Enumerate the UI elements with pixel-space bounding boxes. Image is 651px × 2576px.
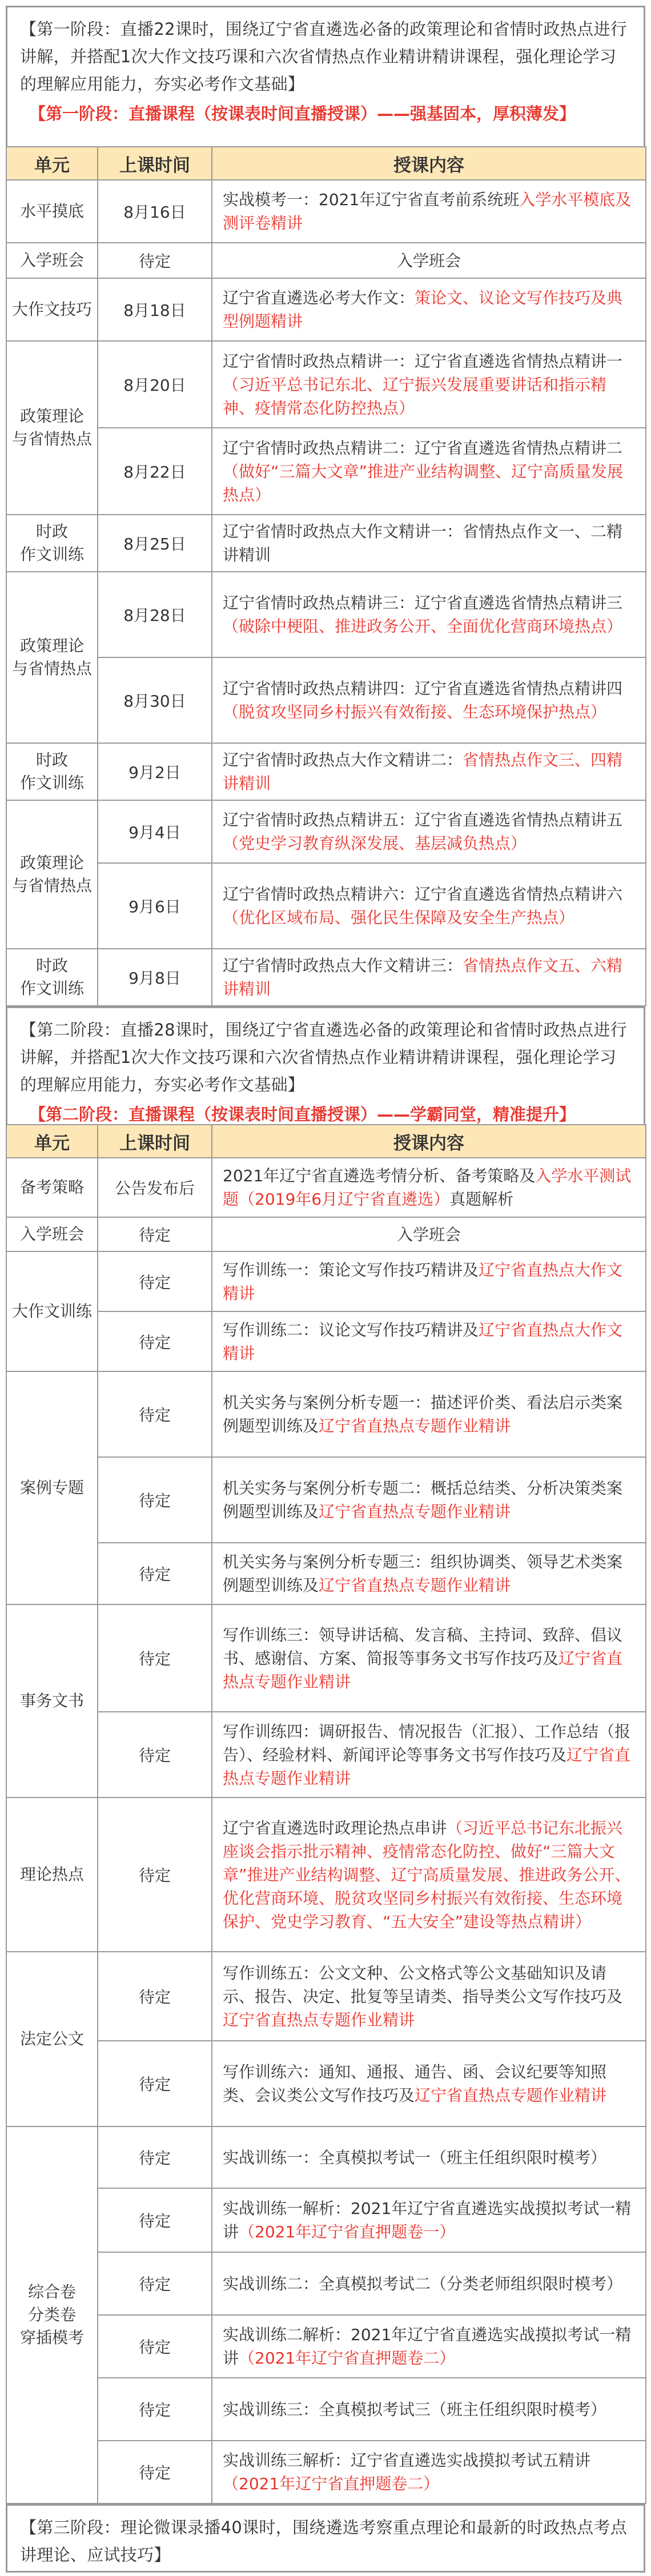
content-cell (212, 180, 646, 243)
unit-cell: 时政 作文训练 (6, 743, 98, 800)
column-header-content: 授课内容 (212, 147, 646, 180)
table-row (6, 743, 646, 800)
time-cell: 8月30日 (98, 657, 212, 743)
column-header-unit: 单元 (6, 147, 98, 180)
table-row (6, 1251, 646, 1311)
content-highlight: 省情热点作文三、四精讲精训 (223, 751, 623, 793)
table-row (6, 2126, 646, 2188)
unit-cell: 政策理论 与省情热点 (6, 572, 98, 743)
table-row (6, 1952, 646, 2041)
time-cell: 待定 (98, 2126, 212, 2188)
time-cell: 9月6日 (98, 863, 212, 949)
table-row (6, 1158, 646, 1217)
content-text: 辽宁省情时政热点精讲四：辽宁省直遴选省情热点精讲四 (223, 679, 623, 698)
content-cell (212, 1952, 646, 2041)
content-cell (212, 2188, 646, 2252)
table-row (6, 243, 646, 278)
table-header-row (6, 147, 646, 180)
content-highlight: 辽宁省直热点专题作业精讲 (319, 1576, 511, 1595)
content-cell (212, 1457, 646, 1543)
content-cell (212, 1251, 646, 1311)
table-row (6, 657, 646, 743)
unit-cell: 时政 作文训练 (6, 949, 98, 1006)
content-text: 机关实务与案例分析专题一：描述评价类、看法启示类案例题型训练及 (223, 1393, 623, 1435)
content-text: 辽宁省情时政热点大作文精讲三： (223, 956, 463, 975)
content-cell (212, 1311, 646, 1371)
unit-cell: 入学班会 (6, 1217, 98, 1251)
stage3-header (6, 2504, 645, 2573)
content-text: 辽宁省直遴选必考大作文： (223, 288, 415, 307)
unit-cell: 备考策略 (6, 1158, 98, 1217)
content-highlight: 辽宁省直热点专题作业精讲 (319, 1502, 511, 1521)
table-row (6, 1712, 646, 1797)
stage1-slogan: 【第一阶段：直播课程（按课表时间直播授课）——强基固本，厚积薄发】 (29, 104, 576, 123)
content-cell (212, 1371, 646, 1457)
table-row (6, 1371, 646, 1457)
content-highlight: （党史学习教育纵深发展、基层减负热点） (223, 834, 527, 853)
content-cell: 实战训练二：全真模拟考试二（分类老师组织限时模考） (212, 2252, 646, 2315)
content-highlight: （2021年辽宁省直押题卷二） (223, 2474, 440, 2493)
content-highlight: 入学水平模底及测评卷精讲 (223, 190, 632, 232)
content-text: 辽宁省情时政热点精讲六：辽宁省直遴选省情热点精讲六 (223, 885, 623, 904)
content-highlight: （做好“三篇大文章”推进产业结构调整、辽宁高质量发展热点） (223, 462, 624, 504)
table-row (6, 2188, 646, 2252)
content-highlight: 辽宁省直热点专题作业精讲 (223, 1745, 631, 1788)
unit-cell: 理论热点 (6, 1797, 98, 1952)
time-cell: 待定 (98, 2441, 212, 2503)
table-row (6, 1217, 646, 1251)
content-cell (212, 278, 646, 341)
content-highlight: 辽宁省直热点专题作业精讲 (415, 2086, 607, 2105)
content-highlight: （脱贫攻坚同乡村振兴有效衔接、生态环境保护热点） (223, 703, 607, 721)
time-cell: 待定 (98, 1457, 212, 1543)
time-cell: 待定 (98, 1311, 212, 1371)
time-cell: 待定 (98, 1371, 212, 1457)
content-cell (212, 341, 646, 428)
table-row (6, 180, 646, 243)
time-cell: 8月20日 (98, 341, 212, 428)
content-cell (212, 428, 646, 515)
content-cell (212, 1158, 646, 1217)
unit-cell: 案例专题 (6, 1371, 98, 1604)
unit-cell: 政策理论 与省情热点 (6, 341, 98, 515)
unit-cell: 综合卷 分类卷 穿插模考 (6, 2126, 98, 2503)
time-cell: 待定 (98, 1952, 212, 2041)
unit-cell: 法定公文 (6, 1952, 98, 2126)
time-cell: 待定 (98, 2315, 212, 2378)
time-cell: 8月22日 (98, 428, 212, 515)
content-highlight: 策论文、议论文写作技巧及典型例题精讲 (223, 288, 623, 331)
time-cell: 待定 (98, 243, 212, 278)
column-header-content: 授课内容 (212, 1125, 646, 1158)
time-cell: 9月4日 (98, 800, 212, 863)
content-text: 机关实务与案例分析专题二：概括总结类、分析决策类案例题型训练及 (223, 1479, 623, 1521)
content-highlight: （习近平总书记东北振兴座谈会指示批示精神、疫情常态化防控、做好“三篇大文章”推进产业结构调整、辽宁高质量发展、推进政务公开、优化营商环境、脱贫攻坚同乡村振兴有效衔接、生态环境保护、党史学习教育、“五大安全”建设等热点精讲） (223, 1818, 631, 1931)
table-header-row (6, 1125, 646, 1158)
stage1-table (6, 146, 646, 1006)
column-header-time: 上课时间 (98, 1125, 212, 1158)
table-row (6, 1797, 646, 1952)
content-text-after: 真题解析 (449, 1190, 514, 1209)
time-cell: 8月16日 (98, 180, 212, 243)
unit-cell: 入学班会 (6, 243, 98, 278)
content-cell: 入学班会 (212, 243, 646, 278)
stage1-header (6, 6, 645, 146)
time-cell: 待定 (98, 1217, 212, 1251)
content-cell (212, 657, 646, 743)
table-row (6, 2441, 646, 2503)
content-highlight: （优化区域布局、强化民生保障及安全生产热点） (223, 908, 575, 927)
table-row (6, 2378, 646, 2441)
column-header-time: 上课时间 (98, 147, 212, 180)
table-row (6, 2252, 646, 2315)
table-row (6, 2315, 646, 2378)
table-row (6, 428, 646, 515)
unit-cell: 政策理论 与省情热点 (6, 800, 98, 949)
content-text: 实战训练二解析：2021年辽宁省直遴选实战摸拟考试一精讲 (223, 2325, 632, 2368)
table-row (6, 278, 646, 341)
time-cell: 待定 (98, 1712, 212, 1797)
time-cell: 待定 (98, 2378, 212, 2441)
content-cell (212, 949, 646, 1006)
content-cell: 实战训练三：全真模拟考试三（班主任组织限时模考） (212, 2378, 646, 2441)
content-text: 2021年辽宁省直遴选考情分析、备考策略及 (223, 1166, 536, 1185)
table-row (6, 1457, 646, 1543)
content-cell (212, 800, 646, 863)
content-cell (212, 2441, 646, 2503)
table-row (6, 949, 646, 1006)
time-cell: 9月8日 (98, 949, 212, 1006)
content-cell (212, 1712, 646, 1797)
content-highlight: （破除中梗阻、推进政务公开、全面优化营商环境热点） (223, 617, 623, 636)
unit-cell: 大作文技巧 (6, 278, 98, 341)
time-cell: 8月25日 (98, 515, 212, 572)
content-cell (212, 2041, 646, 2126)
content-cell (212, 743, 646, 800)
time-cell: 待定 (98, 1543, 212, 1604)
stage3-intro: 【第三阶段：理论微课录播40课时，围绕遴选考察重点理论和最新的时政热点考点讲理论、应试技巧】 (20, 2518, 628, 2565)
content-text: 实战训练三解析：辽宁省直遴选实战摸拟考试五精讲 (223, 2451, 591, 2470)
content-text: 写作训练三：领导讲话稿、发言稿、主持词、致辞、倡议书、感谢信、方案、简报等事务文书写作技巧及 (223, 1625, 623, 1668)
content-text: 写作训练一：策论文写作技巧精讲及 (223, 1260, 479, 1279)
content-cell (212, 572, 646, 657)
content-highlight: 辽宁省直热点大作文精讲 (223, 1320, 623, 1363)
content-cell: 实战训练一：全真模拟考试一（班主任组织限时模考） (212, 2126, 646, 2188)
content-highlight: 辽宁省直热点专题作业精讲 (223, 1648, 623, 1691)
content-highlight: 辽宁省直热点专题作业精讲 (319, 1417, 511, 1435)
table-row (6, 800, 646, 863)
table-row (6, 1604, 646, 1712)
stage1-intro: 【第一阶段：直播22课时，围绕辽宁省直遴选必备的政策理论和省情时政热点进行讲解，并搭配1次大作文技巧课和六次省情热点作业精讲精讲课程，强化理论学习的理解应用能力，夯实必考作文基础】 (20, 19, 628, 94)
unit-cell: 事务文书 (6, 1604, 98, 1797)
table-row (6, 515, 646, 572)
time-cell: 待定 (98, 1604, 212, 1712)
table-row (6, 572, 646, 657)
content-text: 实战模考一：2021年辽宁省直考前系统班 (223, 190, 520, 209)
content-highlight: 辽宁省直热点专题作业精讲 (223, 2010, 415, 2029)
content-text: 实战训练一解析：2021年辽宁省直遴选实战摸拟考试一精讲 (223, 2199, 632, 2241)
time-cell: 8月18日 (98, 278, 212, 341)
unit-cell: 时政 作文训练 (6, 515, 98, 572)
content-text: 写作训练四：调研报告、情况报告（汇报）、工作总结（报告）、经验材料、新闻评论等事务文书写作技巧及 (223, 1722, 631, 1764)
content-cell (212, 1543, 646, 1604)
stage2-header (6, 1006, 645, 1124)
content-cell (212, 1604, 646, 1712)
content-cell (212, 2315, 646, 2378)
content-text: 辽宁省情时政热点精讲三：辽宁省直遴选省情热点精讲三 (223, 593, 623, 612)
unit-cell: 大作文训练 (6, 1251, 98, 1371)
content-highlight: 入学水平测试题（2019年6月辽宁省直遴选） (223, 1166, 632, 1209)
unit-cell: 水平摸底 (6, 180, 98, 243)
content-text: 辽宁省情时政热点精讲五：辽宁省直遴选省情热点精讲五 (223, 810, 623, 829)
content-cell: 入学班会 (212, 1217, 646, 1251)
content-cell: 辽宁省情时政热点大作文精讲一：省情热点作文一、二精讲精训 (212, 515, 646, 572)
time-cell: 公告发布后 (98, 1158, 212, 1217)
content-text: 辽宁省情时政热点大作文精讲二： (223, 751, 463, 769)
content-highlight: 辽宁省直热点大作文精讲 (223, 1260, 623, 1303)
content-text: 写作训练二：议论文写作技巧精讲及 (223, 1320, 479, 1339)
stage2-intro: 【第二阶段：直播28课时，围绕辽宁省直遴选必备的政策理论和省情时政热点进行讲解，并搭配1次大作文技巧课和六次省情热点作业精讲精讲课程，强化理论学习的理解应用能力，夯实必考作文基础】 (20, 1020, 628, 1094)
table-row (6, 863, 646, 949)
time-cell: 待定 (98, 2041, 212, 2126)
content-text: 辽宁省情时政热点精讲一：辽宁省直遴选省情热点精讲一 (223, 351, 623, 371)
content-highlight: 省情热点作文五、六精讲精训 (223, 956, 623, 998)
column-header-unit: 单元 (6, 1125, 98, 1158)
time-cell: 待定 (98, 1251, 212, 1311)
content-highlight: （2021年辽宁省直押题卷二） (239, 2349, 456, 2368)
stage2-slogan: 【第二阶段：直播课程（按课表时间直播授课）——学霸同堂，精准提升】 (29, 1105, 576, 1124)
time-cell: 待定 (98, 2252, 212, 2315)
content-text: 辽宁省直遴选时政理论热点串讲 (223, 1818, 447, 1837)
stage2-table (6, 1124, 646, 2504)
time-cell: 待定 (98, 2188, 212, 2252)
content-text: 辽宁省情时政热点精讲二：辽宁省直遴选省情热点精讲二 (223, 438, 623, 458)
table-row (6, 1543, 646, 1604)
content-cell (212, 1797, 646, 1952)
time-cell: 8月28日 (98, 572, 212, 657)
content-highlight: （习近平总书记东北、辽宁振兴发展重要讲话和指示精神、疫情常态化防控热点） (223, 375, 607, 418)
time-cell: 待定 (98, 1797, 212, 1952)
table-row (6, 1311, 646, 1371)
content-text: 写作训练五：公文文种、公文格式等公文基础知识及请示、报告、决定、批复等呈请类、指导类公文写作技巧及 (223, 1963, 623, 2006)
time-cell: 9月2日 (98, 743, 212, 800)
content-cell (212, 863, 646, 949)
content-highlight: （2021年辽宁省直押题卷一） (239, 2222, 456, 2241)
content-text: 机关实务与案例分析专题三：组织协调类、领导艺术类案例题型训练及 (223, 1552, 623, 1595)
table-row (6, 341, 646, 428)
content-text: 写作训练六：通知、通报、通告、函、会议纪要等知照类、会议类公文写作技巧及 (223, 2063, 607, 2105)
table-row (6, 2041, 646, 2126)
